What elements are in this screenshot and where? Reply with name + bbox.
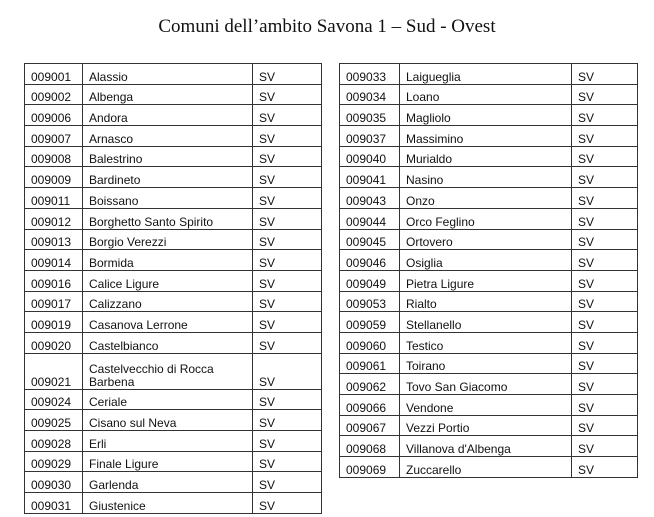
province-code: SV: [572, 291, 638, 312]
comune-code: 009009: [25, 167, 83, 188]
comune-code: 009019: [25, 312, 83, 333]
province-code: SV: [253, 410, 322, 431]
province-code: SV: [253, 472, 322, 493]
table-row: [25, 250, 322, 271]
table-row: [340, 146, 638, 167]
comune-name: Toirano: [400, 353, 572, 374]
comuni-table-right: [339, 63, 638, 478]
comune-code: 009017: [25, 291, 83, 312]
comune-name: Cisano sul Neva: [83, 410, 253, 431]
comune-code: 009012: [25, 208, 83, 229]
comune-name: Boissano: [83, 188, 253, 209]
comune-name: Vezzi Portio: [400, 415, 572, 436]
table-row: [25, 332, 322, 353]
table-row: [25, 188, 322, 209]
comune-code: 009069: [340, 457, 400, 478]
province-code: SV: [253, 146, 322, 167]
table-row: [340, 84, 638, 105]
table-row: [340, 105, 638, 126]
province-code: SV: [572, 353, 638, 374]
table-row: [340, 415, 638, 436]
province-code: SV: [253, 291, 322, 312]
table-row: [25, 431, 322, 452]
province-code: SV: [572, 126, 638, 147]
comune-name: Onzo: [400, 188, 572, 209]
comune-name: Orco Feglino: [400, 208, 572, 229]
province-code: SV: [253, 105, 322, 126]
comune-name: Testico: [400, 332, 572, 353]
table-row: [25, 389, 322, 410]
comune-name: Garlenda: [83, 472, 253, 493]
comune-code: 009016: [25, 270, 83, 291]
table-row: [340, 312, 638, 333]
comune-code: 009046: [340, 250, 400, 271]
table-row: [340, 374, 638, 395]
table-row: [25, 146, 322, 167]
province-code: SV: [253, 229, 322, 250]
comune-name: Calizzano: [83, 291, 253, 312]
province-code: SV: [572, 188, 638, 209]
province-code: SV: [253, 64, 322, 85]
comune-name: Castelbianco: [83, 332, 253, 353]
province-code: SV: [572, 332, 638, 353]
province-code: SV: [572, 84, 638, 105]
table-row: [340, 64, 638, 85]
comune-name: Loano: [400, 84, 572, 105]
comune-code: 009067: [340, 415, 400, 436]
comune-name: Castelvecchio di Rocca Barbena: [83, 353, 253, 389]
province-code: SV: [572, 250, 638, 271]
page-title: Comuni dell’ambito Savona 1 – Sud - Ovest: [158, 16, 496, 37]
comune-code: 009025: [25, 410, 83, 431]
table-row: [340, 126, 638, 147]
comune-code: 009041: [340, 167, 400, 188]
comune-code: 009040: [340, 146, 400, 167]
table-row: [340, 395, 638, 416]
comune-name: Calice Ligure: [83, 270, 253, 291]
comune-code: 009011: [25, 188, 83, 209]
comune-name: Giustenice: [83, 493, 253, 514]
province-code: SV: [253, 451, 322, 472]
comune-code: 009030: [25, 472, 83, 493]
comune-name: Bardineto: [83, 167, 253, 188]
comune-name: Andora: [83, 105, 253, 126]
table-row: [340, 188, 638, 209]
comune-code: 009029: [25, 451, 83, 472]
table-row: [340, 229, 638, 250]
table-row: [25, 105, 322, 126]
comune-code: 009044: [340, 208, 400, 229]
province-code: SV: [253, 353, 322, 389]
province-code: SV: [253, 167, 322, 188]
comune-code: 009062: [340, 374, 400, 395]
table-row: [25, 64, 322, 85]
comune-code: 009060: [340, 332, 400, 353]
province-code: SV: [253, 270, 322, 291]
table-row: [25, 472, 322, 493]
province-code: SV: [572, 229, 638, 250]
province-code: SV: [572, 312, 638, 333]
table-row: [25, 451, 322, 472]
comune-code: 009061: [340, 353, 400, 374]
comune-name: Massimino: [400, 126, 572, 147]
comune-code: 009034: [340, 84, 400, 105]
province-code: SV: [253, 188, 322, 209]
comune-code: 009049: [340, 270, 400, 291]
province-code: SV: [253, 312, 322, 333]
table-row: [340, 436, 638, 457]
comune-code: 009033: [340, 64, 400, 85]
comune-name: Rialto: [400, 291, 572, 312]
comune-name: Bormida: [83, 250, 253, 271]
province-code: SV: [253, 208, 322, 229]
comune-name: Vendone: [400, 395, 572, 416]
comune-code: 009008: [25, 146, 83, 167]
table-row: [340, 167, 638, 188]
province-code: SV: [572, 64, 638, 85]
comune-name: Magliolo: [400, 105, 572, 126]
province-code: SV: [572, 415, 638, 436]
province-code: SV: [572, 208, 638, 229]
table-row: [25, 270, 322, 291]
table-row: [25, 229, 322, 250]
table-row: [340, 250, 638, 271]
comune-name: Ortovero: [400, 229, 572, 250]
table-row: [25, 353, 322, 389]
table-row: [340, 291, 638, 312]
comune-code: 009035: [340, 105, 400, 126]
province-code: SV: [253, 493, 322, 514]
table-row: [25, 84, 322, 105]
table-row: [25, 410, 322, 431]
province-code: SV: [253, 250, 322, 271]
table-row: [25, 291, 322, 312]
comune-code: 009002: [25, 84, 83, 105]
comune-name: Pietra Ligure: [400, 270, 572, 291]
comune-name: Stellanello: [400, 312, 572, 333]
comune-code: 009053: [340, 291, 400, 312]
comune-code: 009014: [25, 250, 83, 271]
comune-code: 009068: [340, 436, 400, 457]
comune-name: Tovo San Giacomo: [400, 374, 572, 395]
comune-name: Borghetto Santo Spirito: [83, 208, 253, 229]
comune-name: Borgio Verezzi: [83, 229, 253, 250]
comune-code: 009031: [25, 493, 83, 514]
province-code: SV: [572, 146, 638, 167]
province-code: SV: [572, 105, 638, 126]
comune-name: Laigueglia: [400, 64, 572, 85]
comune-code: 009059: [340, 312, 400, 333]
comune-name: Albenga: [83, 84, 253, 105]
province-code: SV: [253, 431, 322, 452]
province-code: SV: [253, 389, 322, 410]
province-code: SV: [572, 270, 638, 291]
table-row: [340, 332, 638, 353]
comune-code: 009045: [340, 229, 400, 250]
comune-code: 009043: [340, 188, 400, 209]
comune-code: 009013: [25, 229, 83, 250]
comune-name: Villanova d'Albenga: [400, 436, 572, 457]
province-code: SV: [572, 374, 638, 395]
table-row: [25, 167, 322, 188]
comune-name: Nasino: [400, 167, 572, 188]
comune-code: 009001: [25, 64, 83, 85]
comune-name: Arnasco: [83, 126, 253, 147]
province-code: SV: [572, 167, 638, 188]
table-row: [340, 353, 638, 374]
comune-name: Casanova Lerrone: [83, 312, 253, 333]
table-row: [25, 126, 322, 147]
comune-code: 009066: [340, 395, 400, 416]
comune-name: Alassio: [83, 64, 253, 85]
province-code: SV: [572, 395, 638, 416]
table-row: [340, 270, 638, 291]
province-code: SV: [572, 457, 638, 478]
province-code: SV: [572, 436, 638, 457]
comune-name: Erli: [83, 431, 253, 452]
comune-name: Finale Ligure: [83, 451, 253, 472]
comune-name: Murialdo: [400, 146, 572, 167]
table-row: [340, 457, 638, 478]
comune-code: 009037: [340, 126, 400, 147]
comune-code: 009021: [25, 353, 83, 389]
comune-code: 009024: [25, 389, 83, 410]
comune-name: Osiglia: [400, 250, 572, 271]
province-code: SV: [253, 126, 322, 147]
comune-name: Balestrino: [83, 146, 253, 167]
comune-code: 009028: [25, 431, 83, 452]
comune-code: 009020: [25, 332, 83, 353]
comune-name: Zuccarello: [400, 457, 572, 478]
table-row: [340, 208, 638, 229]
table-row: [25, 493, 322, 514]
table-row: [25, 208, 322, 229]
table-row: [25, 312, 322, 333]
province-code: SV: [253, 332, 322, 353]
comune-name: Ceriale: [83, 389, 253, 410]
comune-code: 009007: [25, 126, 83, 147]
comune-code: 009006: [25, 105, 83, 126]
comuni-table-left: [24, 63, 322, 514]
province-code: SV: [253, 84, 322, 105]
